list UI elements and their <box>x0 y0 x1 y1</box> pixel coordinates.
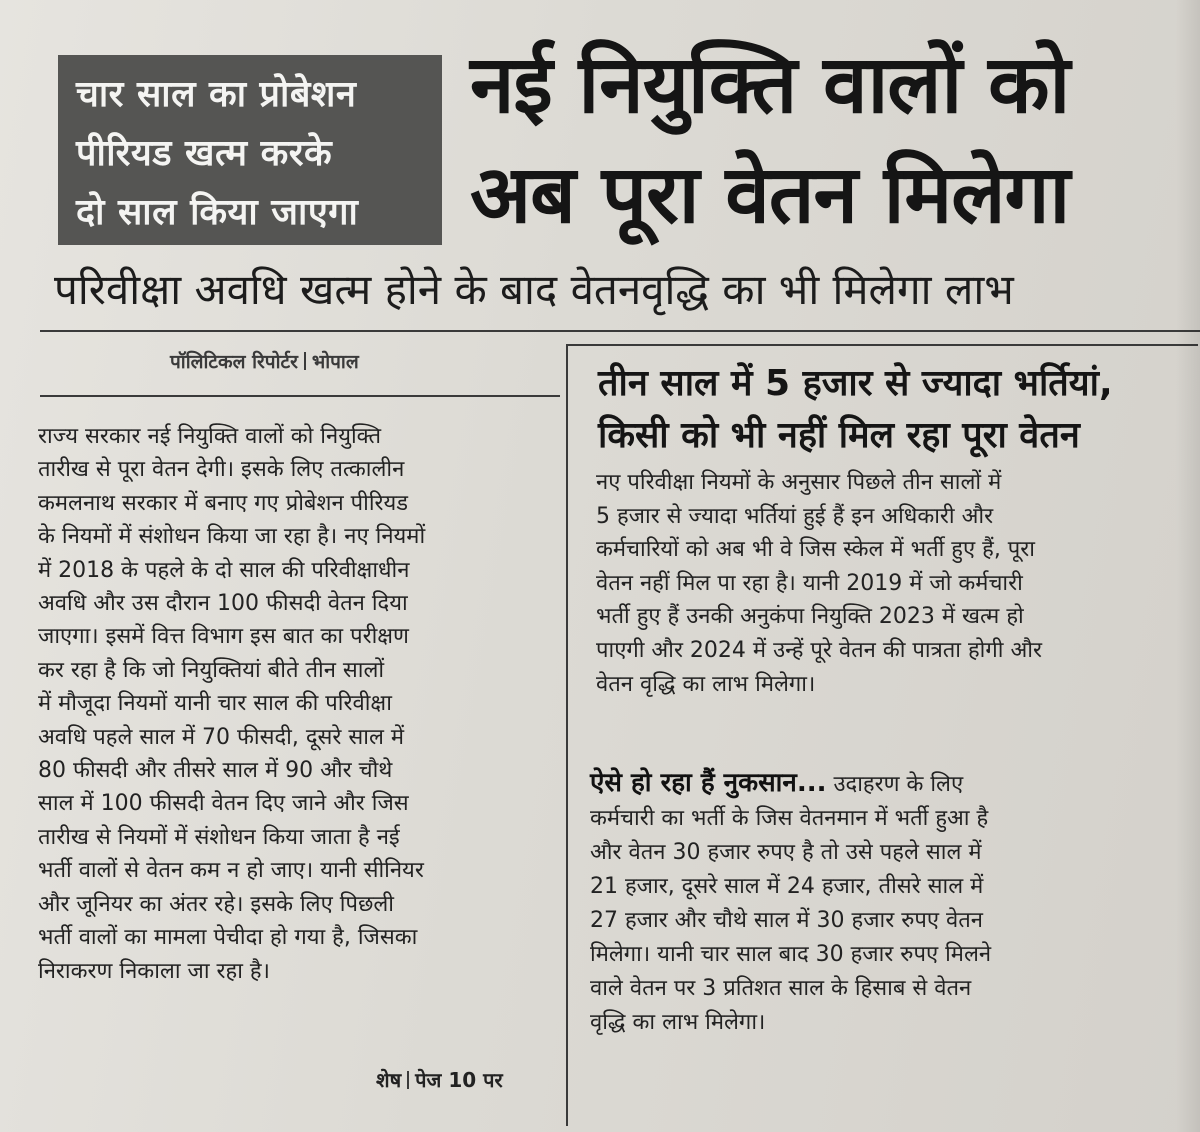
body-line: कमलनाथ सरकार में बनाए गए प्रोबेशन पीरियड <box>38 490 409 516</box>
loss-heading: ऐसे हो रहा हैं नुकसान... <box>590 768 827 798</box>
sidebar-heading-line-1: तीन साल में 5 हजार से ज्यादा भर्तियां, <box>598 363 1113 404</box>
headline-line-2: अब पूरा वेतन मिलेगा <box>470 148 1070 241</box>
body-line: कर्मचारियों को अब भी वे जिस स्केल में भर्ती हुए हैं, पूरा <box>596 537 1035 563</box>
body-line: 80 फीसदी और तीसरे साल में 90 और चौथे <box>38 758 393 784</box>
body-line: अवधि पहले साल में 70 फीसदी, दूसरे साल में <box>38 724 405 750</box>
body-line: तारीख से पूरा वेतन देगी। इसके लिए तत्कालीन <box>38 457 405 483</box>
loss-first-text: उदाहरण के लिए <box>833 772 964 797</box>
body-line: जाएगा। इसमें वित्त विभाग इस बात का परीक्षण <box>38 624 409 650</box>
body-line: 21 हजार, दूसरे साल में 24 हजार, तीसरे साल में <box>590 874 984 899</box>
divider <box>40 395 560 397</box>
byline-reporter: पॉलिटिकल रिपोर्टर <box>170 351 298 373</box>
body-line: भर्ती हुए हैं उनकी अनुकंपा नियुक्ति 2023 में खत्म हो <box>596 604 1024 630</box>
body-line: और जूनियर का अंतर रहे। इसके लिए पिछली <box>38 891 394 917</box>
sidebar-heading-line-2: किसी को भी नहीं मिल रहा पूरा वेतन <box>598 415 1080 456</box>
body-line: पाएगी और 2024 में उन्हें पूरे वेतन की पात्रता होगी और <box>596 637 1042 663</box>
body-line: कर रहा है कि जो नियुक्तियां बीते तीन सालों <box>38 657 385 683</box>
kicker-box <box>58 55 442 245</box>
body-line: में 2018 के पहले के दो साल की परिवीक्षाधीन <box>38 557 410 583</box>
loss-section <box>590 766 1186 1040</box>
paper-shadow <box>1176 0 1200 1132</box>
body-line: अवधि और उस दौरान 100 फीसदी वेतन दिया <box>38 591 408 617</box>
body-line: के नियमों में संशोधन किया जा रहा है। नए नियमों <box>38 524 426 550</box>
article-body <box>38 420 536 988</box>
divider <box>407 1071 409 1089</box>
kicker-line: चार साल का प्रोबेशन <box>76 74 357 115</box>
byline <box>170 348 359 374</box>
divider <box>304 352 306 370</box>
sidebar-body <box>596 466 1186 701</box>
kicker-line: दो साल किया जाएगा <box>76 192 359 233</box>
body-line: कर्मचारी का भर्ती के जिस वेतनमान में भर्ती हुआ है <box>590 806 989 831</box>
headline <box>470 30 1190 250</box>
body-line: तारीख से नियमों में संशोधन किया जाता है नई <box>38 824 400 850</box>
headline-line-1: नई नियुक्ति वालों को <box>470 38 1070 131</box>
deck-subheadline: परिवीक्षा अवधि खत्म होने के बाद वेतनवृद्धि का भी मिलेगा लाभ <box>54 265 1014 314</box>
kicker-line: पीरियड खत्म करके <box>76 133 333 174</box>
body-line: 5 हजार से ज्यादा भर्तियां हुई हैं इन अधिकारी और <box>596 503 994 529</box>
body-line: साल में 100 फीसदी वेतन दिए जाने और जिस <box>38 791 409 817</box>
continued-marker <box>376 1066 503 1093</box>
body-line: मिलेगा। यानी चार साल बाद 30 हजार रुपए मिलने <box>590 942 992 967</box>
byline-city: भोपाल <box>311 351 359 373</box>
continued-page: पेज 10 पर <box>415 1068 503 1092</box>
body-line: वाले वेतन पर 3 प्रतिशत साल के हिसाब से वेतन <box>590 976 972 1001</box>
body-line: निराकरण निकाला जा रहा है। <box>38 958 270 984</box>
loss-first-line <box>590 766 1186 802</box>
body-line: वृद्धि का लाभ मिलेगा। <box>590 1010 766 1035</box>
sidebar-heading <box>598 358 1178 462</box>
divider <box>40 330 1200 332</box>
body-line: और वेतन 30 हजार रुपए है तो उसे पहले साल में <box>590 840 982 865</box>
body-line: राज्य सरकार नई नियुक्ति वालों को नियुक्ति <box>38 424 382 449</box>
body-line: में मौजूदा नियमों यानी चार साल की परिवीक्षा <box>38 691 392 717</box>
body-line: 27 हजार और चौथे साल में 30 हजार रुपए वेतन <box>590 908 984 933</box>
continued-label: शेष <box>376 1068 402 1092</box>
body-line: वेतन वृद्धि का लाभ मिलेगा। <box>596 671 816 697</box>
body-line: भर्ती वालों का मामला पेचीदा हो गया है, जिसका <box>38 925 418 951</box>
body-line: वेतन नहीं मिल पा रहा है। यानी 2019 में जो कर्मचारी <box>596 570 1023 596</box>
body-line: नए परिवीक्षा नियमों के अनुसार पिछले तीन सालों में <box>596 470 1002 495</box>
body-line: भर्ती वालों से वेतन कम न हो जाए। यानी सीनियर <box>38 858 424 884</box>
